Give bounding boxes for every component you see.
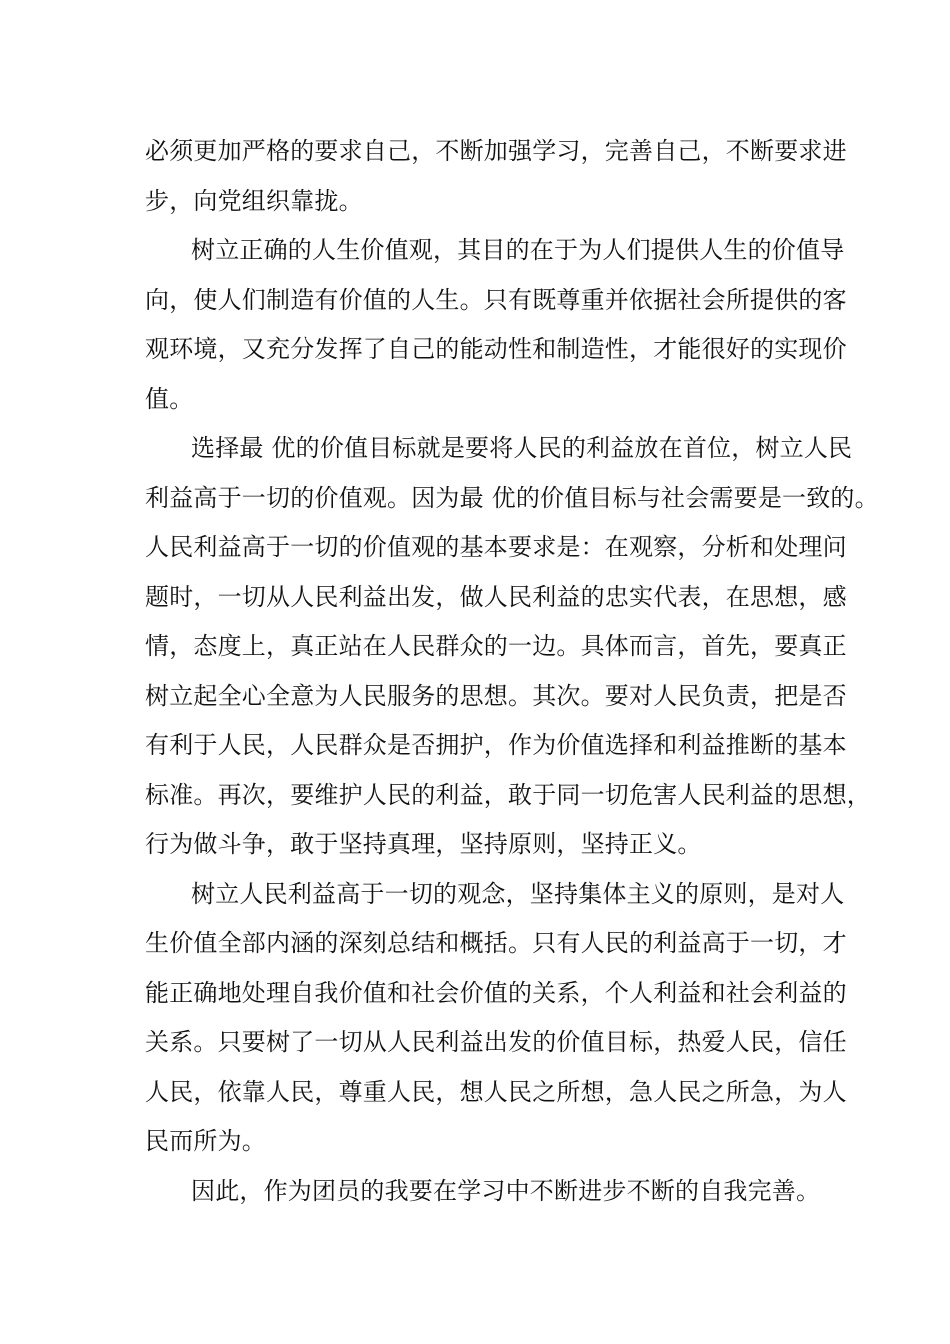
document-body <box>145 127 879 1216</box>
text-line: 利益高于一切的价值观。因为最 优的价值目标与社会需要是一致的。 <box>145 483 879 512</box>
text-line: 行为做斗争，敢于坚持真理，坚持原则，坚持正义。 <box>145 830 702 858</box>
text-line: 关系。只要树了一切从人民利益出发的价值目标，热爱人民，信任 <box>145 1028 847 1056</box>
text-line: 题时，一切从人民利益出发，做人民利益的忠实代表，在思想，感 <box>145 582 847 611</box>
text-line: 有利于人民，人民群众是否拥护，作为价值选择和利益推断的基本 <box>145 731 847 759</box>
text-line: 生价值全部内涵的深刻总结和概括。只有人民的利益高于一切，才 <box>145 929 847 957</box>
text-line: 标准。再次，要维护人民的利益，敢于同一切危害人民利益的思想， <box>145 780 871 809</box>
text-line: 必须更加严格的要求自己，不断加强学习，完善自己，不断要求进 <box>145 137 847 165</box>
paragraph-3 <box>145 424 879 870</box>
text-line: 观环境，又充分发挥了自己的能动性和制造性，才能很好的实现价 <box>145 335 847 363</box>
text-line: 因此，作为团员的我要在学习中不断进步不断的自我完善。 <box>191 1176 821 1205</box>
paragraph-4 <box>145 870 847 1167</box>
paragraph-1 <box>145 127 847 226</box>
text-line: 树立人民利益高于一切的观念，坚持集体主义的原则，是对人 <box>191 879 845 908</box>
text-line: 树立起全心全意为人民服务的思想。其次。要对人民负责，把是否 <box>145 681 847 710</box>
paragraph-5 <box>145 1167 825 1217</box>
text-line: 情，态度上，真正站在人民群众的一边。具体而言，首先，要真正 <box>145 632 847 660</box>
text-line: 向，使人们制造有价值的人生。只有既尊重并依据社会所提供的客 <box>145 285 847 314</box>
text-line: 步，向党组织靠拢。 <box>145 186 363 215</box>
text-line: 能正确地处理自我价值和社会价值的关系，个人利益和社会利益的 <box>145 978 847 1007</box>
paragraph-2 <box>145 226 847 424</box>
text-line: 树立正确的人生价值观，其目的在于为人们提供人生的价值导 <box>191 236 845 264</box>
text-line: 人民利益高于一切的价值观的基本要求是：在观察，分析和处理问 <box>145 533 847 561</box>
text-line: 值。 <box>145 384 194 413</box>
text-line: 民而所为。 <box>145 1127 266 1155</box>
text-line: 选择最 优的价值目标就是要将人民的利益放在首位，树立人民 <box>191 434 853 462</box>
text-line: 人民，依靠人民，尊重人民，想人民之所想，急人民之所急，为人 <box>145 1077 847 1106</box>
